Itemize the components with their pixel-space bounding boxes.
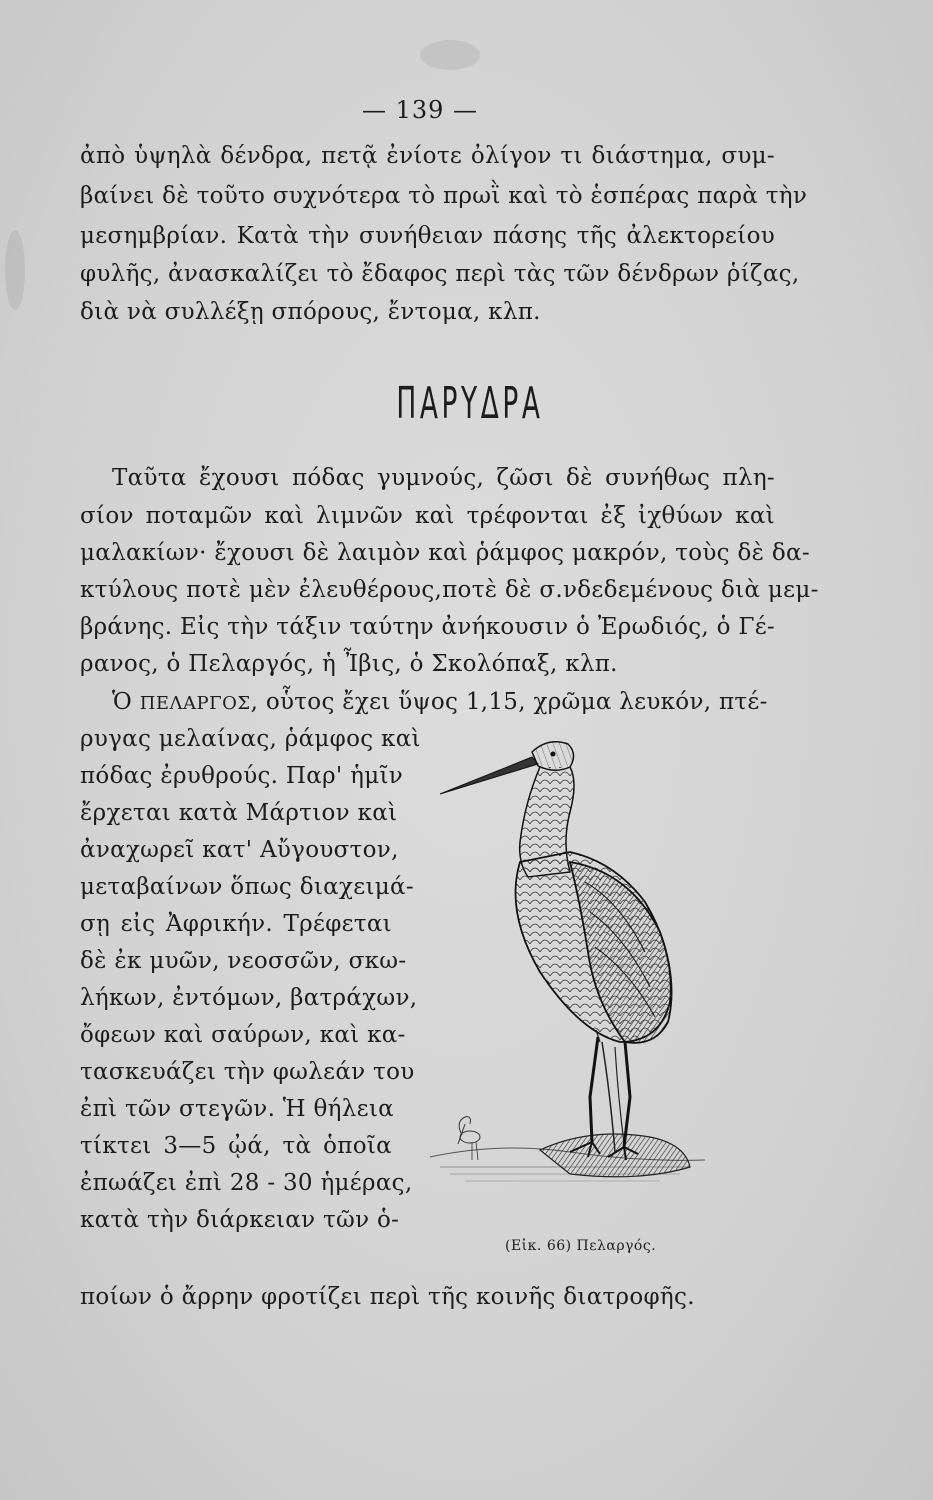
text-line: ἐπὶ τῶν στεγῶν. Ἡ θήλεια — [80, 1096, 395, 1122]
ground — [430, 1134, 705, 1181]
text-line: κατὰ τὴν διάρκειαν τῶν ὁ- — [80, 1207, 400, 1233]
text-line: τασκευάζει τὴν φωλεάν του — [80, 1059, 415, 1085]
text-line: μεταβαίνων ὅπως διαχειμά- — [80, 874, 414, 900]
text-line: μαλακίων· ἔχουσι δὲ λαιμὸν καὶ ῥάμφος μακρόν, τοὺς δὲ δα- — [80, 540, 810, 566]
text-line: ἀπὸ ὑψηλὰ δένδρα, πετᾷ ἐνίοτε ὀλίγον τι διάστημα, συμ- — [80, 143, 775, 169]
text-line: μεσημβρίαν. Κατὰ τὴν συνήθειαν πάσης τῆς ἀλεκτορείου — [80, 223, 775, 249]
text-fragment: , οὗτος ἔχει ὕψος 1,15, χρῶμα λευκόν, πτέ- — [250, 689, 768, 715]
text-line: βράνης. Εἰς τὴν τάξιν ταύτην ἀνήκουσιν ὁ Ἐρωδιός, ὁ Γέ- — [80, 614, 775, 640]
page-number: — 139 — — [361, 96, 479, 124]
species-name: ΠΕΛΑΡΓΟΣ — [139, 693, 251, 714]
text-line: ρανος, ὁ Πελαργός, ἡ Ἶβις, ὁ Σκολόπαξ, κλπ. — [80, 651, 618, 677]
text-line: σῃ εἰς Ἀφρικήν. Τρέφεται — [80, 911, 392, 937]
text-line: ὄφεων καὶ σαύρων, καὶ κα- — [80, 1022, 406, 1048]
figure-caption: (Εἰκ. 66) Πελαργός. — [505, 1238, 657, 1254]
paper-smudge — [420, 40, 480, 70]
section-heading: ΠΑΡΥΔΡΑ — [396, 378, 544, 429]
text-line: τίκτει 3—5 ᾠά, τὰ ὁποῖα — [80, 1133, 392, 1159]
stork-illustration — [420, 712, 710, 1212]
text-line: βαίνει δὲ τοῦτο συχνότερα τὸ πρωῒ καὶ τὸ ἑσπέρας παρὰ τὴν — [80, 183, 808, 209]
small-stork — [458, 1117, 480, 1160]
text-line: διὰ νὰ συλλέξῃ σπόρους, ἔντομα, κλπ. — [80, 299, 541, 325]
text-line: λήκων, ἐντόμων, βατράχων, — [80, 985, 418, 1011]
text-line: φυλῆς, ἀνασκαλίζει τὸ ἔδαφος περὶ τὰς τῶν δένδρων ῥίζας, — [80, 261, 800, 287]
paper-smudge — [5, 230, 25, 310]
text-line: δὲ ἐκ μυῶν, νεοσσῶν, σκω- — [80, 948, 407, 974]
text-line: Ταῦτα ἔχουσι πόδας γυμνούς, ζῶσι δὲ συνήθως πλη- — [112, 465, 775, 491]
text-line: ἐπωάζει ἐπὶ 28 - 30 ἡμέρας, — [80, 1170, 413, 1196]
text-line: πόδας ἐρυθρούς. Παρ' ἡμῖν — [80, 763, 404, 789]
text-line: ἀναχωρεῖ κατ' Αὔγουστον, — [80, 837, 399, 863]
main-stork — [440, 742, 672, 1160]
text-line: ἔρχεται κατὰ Μάρτιον καὶ — [80, 800, 398, 826]
text-fragment: Ὁ — [112, 689, 133, 715]
text-line: ρυγας μελαίνας, ῥάμφος καὶ — [80, 726, 421, 752]
text-line: ποίων ὁ ἄρρην φροτίζει περὶ τῆς κοινῆς διατροφῆς. — [80, 1284, 695, 1310]
text-line: κτύλους ποτὲ μὲν ἐλευθέρους,ποτὲ δὲ σ.νδεδεμένους διὰ μεμ- — [80, 577, 819, 603]
text-line: σίον ποταμῶν καὶ λιμνῶν καὶ τρέφονται ἐξ ἰχθύων καὶ — [80, 503, 775, 529]
